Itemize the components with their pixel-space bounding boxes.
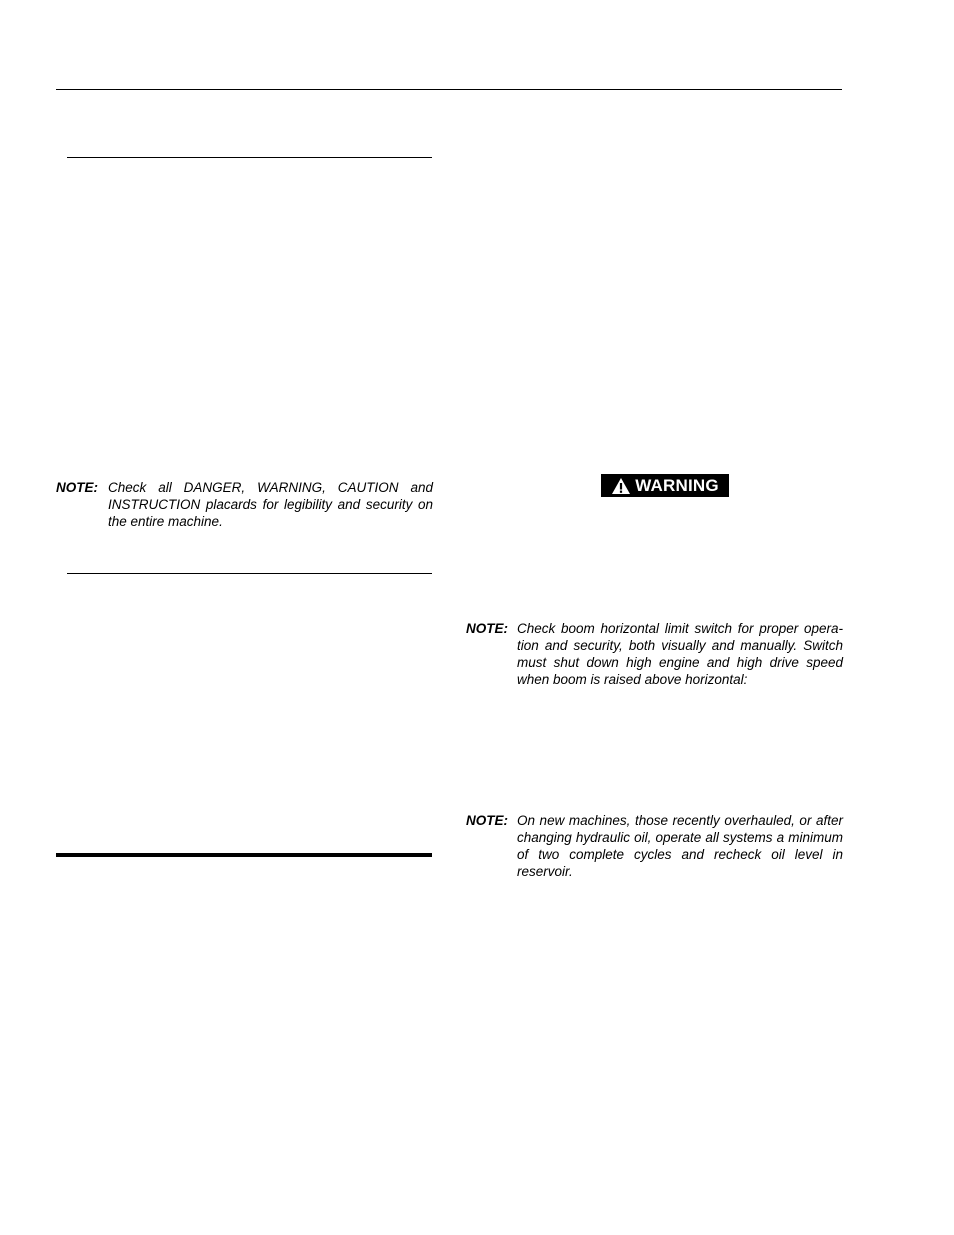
note-text: On new machines, those recently overhauled, or after changing hydraulic oil, operate all systems a minimum of two complete cycles and recheck oil level in reservoir. [517, 813, 843, 879]
exclamation-triangle-icon [611, 477, 631, 495]
note-limit-switch [466, 620, 843, 690]
header-rule [56, 89, 842, 90]
note-text: Check all DANGER, WARNING, CAUTION and INSTRUCTION placards for legibility and security on the entire machine. [108, 480, 433, 529]
section-rule-mid-left [67, 573, 432, 574]
warning-label: WARNING [635, 476, 719, 495]
note-text: Check boom horizontal limit switch for proper opera-tion and security, both visually and manually. Switch must shut down high engine and high drive speed when boom is raised above horizontal: [517, 621, 843, 687]
note-placards [56, 479, 433, 531]
note-new-machines [466, 812, 843, 882]
note-label: NOTE: [466, 621, 508, 636]
section-rule-thick-left [56, 853, 432, 857]
note-label: NOTE: [466, 813, 508, 828]
note-label: NOTE: [56, 480, 98, 495]
warning-badge [601, 474, 729, 497]
section-rule-top-left [67, 157, 432, 158]
